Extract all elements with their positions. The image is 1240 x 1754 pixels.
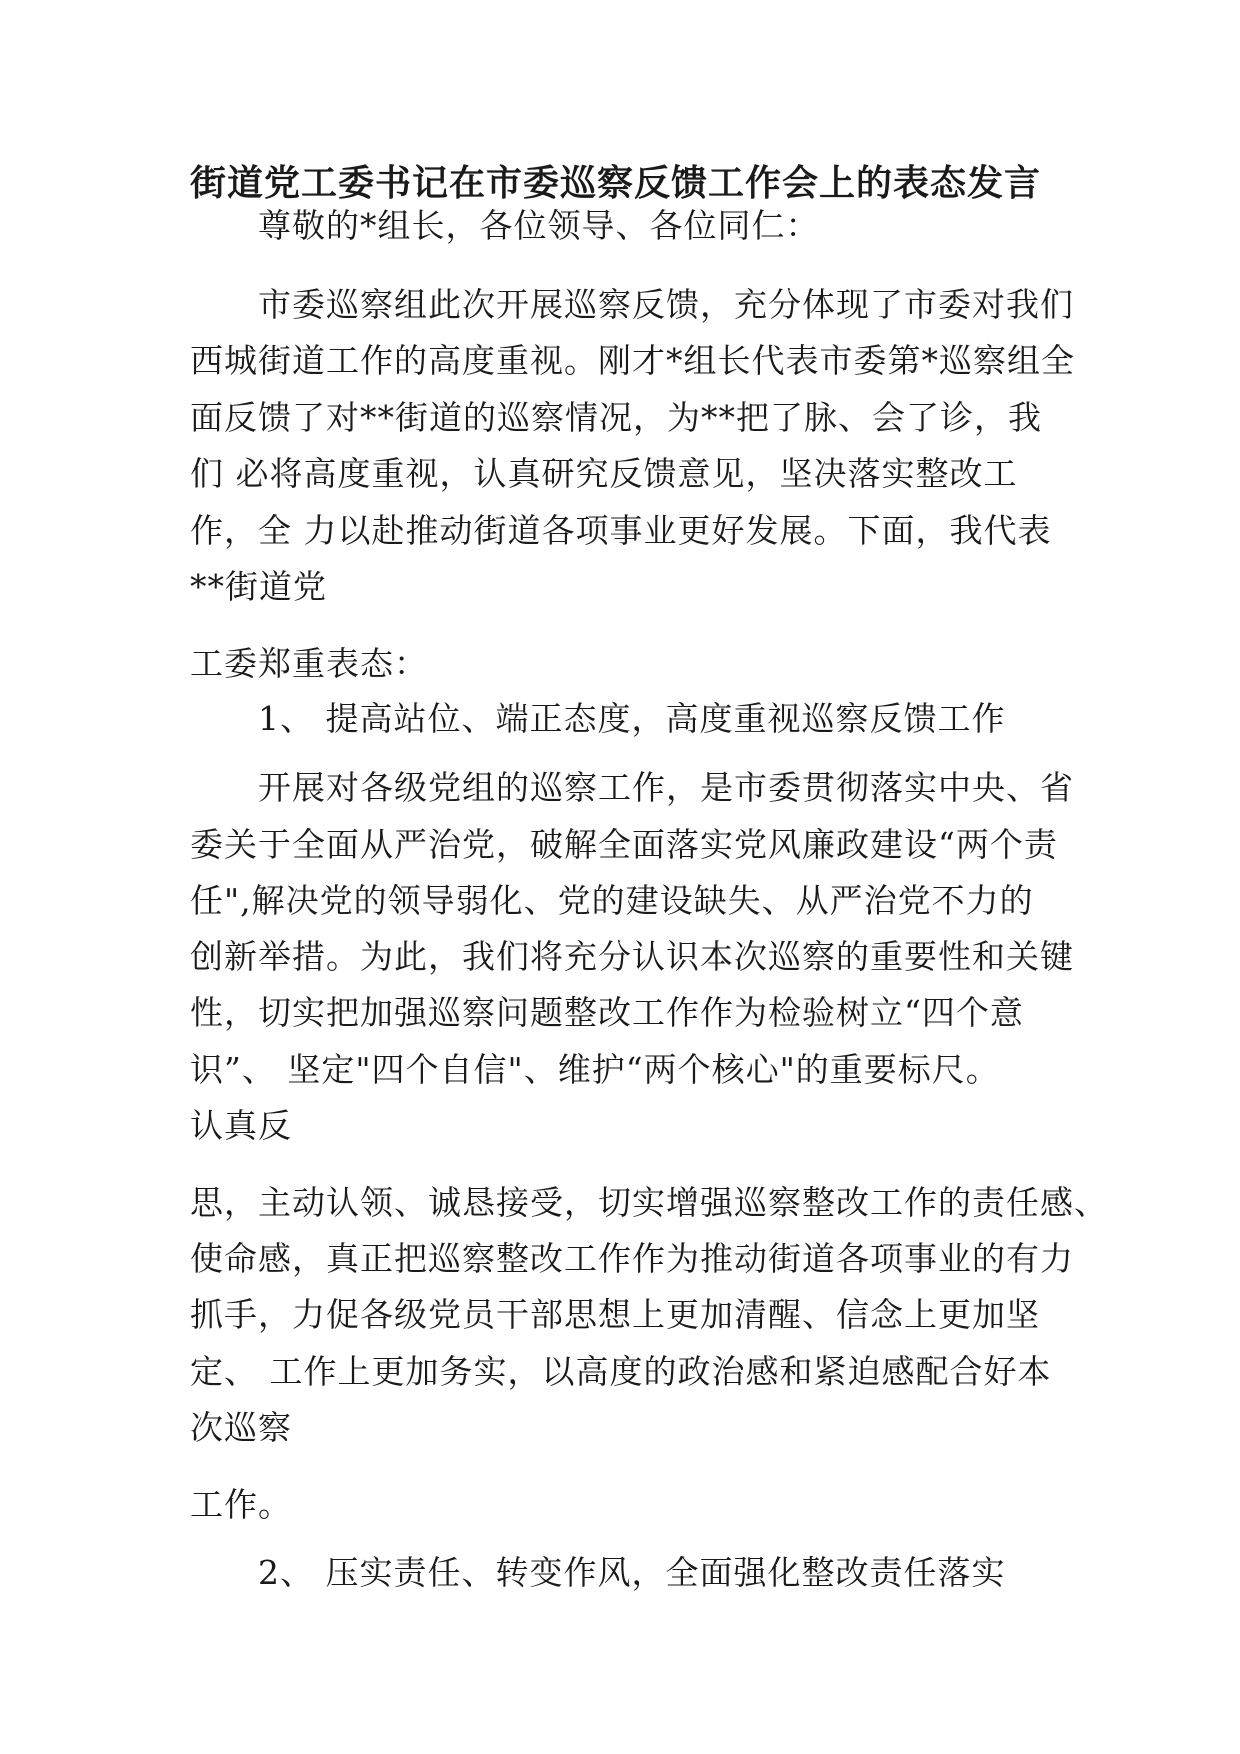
section-heading: 2、 压实责任、转变作风，全面强化整改责任落实 [258, 1553, 1006, 1592]
body-line: 定、 工作上更加务实，以高度的政治感和紧迫感配合好本 [190, 1352, 1052, 1391]
body-line: 次巡察 [190, 1408, 292, 1447]
body-line: 市委巡察组此次开展巡察反馈，充分体现了市委对我们 [258, 285, 1074, 324]
body-line: 性，切实把加强巡察问题整改工作作为检验树立“四个意 [190, 993, 1024, 1032]
body-line: 作，全 力以赴推动街道各项事业更好发展。下面，我代表 [190, 511, 1052, 550]
body-line: 面反馈了对**街道的巡察情况，为**把了脉、会了诊，我 [190, 398, 1042, 437]
document-title: 街道党工委书记在市委巡察反馈工作会上的表态发言 [190, 162, 1042, 204]
body-line: 思，主动认领、诚恳接受，切实增强巡察整改工作的责任感、 [190, 1183, 1108, 1222]
body-line: 开展对各级党组的巡察工作，是市委贯彻落实中央、省 [258, 768, 1074, 807]
body-line: 抓手，力促各级党员干部思想上更加清醒、信念上更加坚 [190, 1295, 1040, 1334]
body-line: 创新举措。为此，我们将充分认识本次巡察的重要性和关键 [190, 937, 1074, 976]
body-line: **街道党 [190, 567, 327, 606]
body-line: 委关于全面从严治党，破解全面落实党风廉政建设“两个责 [190, 825, 1058, 864]
body-line: 工委郑重表态： [190, 644, 428, 683]
body-line: 使命感，真正把巡察整改工作作为推动街道各项事业的有力 [190, 1239, 1074, 1278]
body-line: 识”、 坚定"四个自信"、维护“两个核心"的重要标尺。 [190, 1050, 1000, 1089]
body-line: 们 必将高度重视，认真研究反馈意见，坚决落实整改工 [190, 454, 1018, 493]
body-line: 任",解决党的领导弱化、党的建设缺失、从严治党不力的 [190, 881, 1034, 920]
section-heading: 1、 提高站位、端正态度，高度重视巡察反馈工作 [258, 699, 1006, 738]
body-line: 认真反 [190, 1106, 292, 1145]
body-line: 西城街道工作的高度重视。刚才*组长代表市委第*巡察组全 [190, 341, 1075, 380]
body-line: 工作。 [190, 1485, 292, 1524]
salutation-line: 尊敬的*组长，各位领导、各位同仁： [258, 206, 820, 245]
